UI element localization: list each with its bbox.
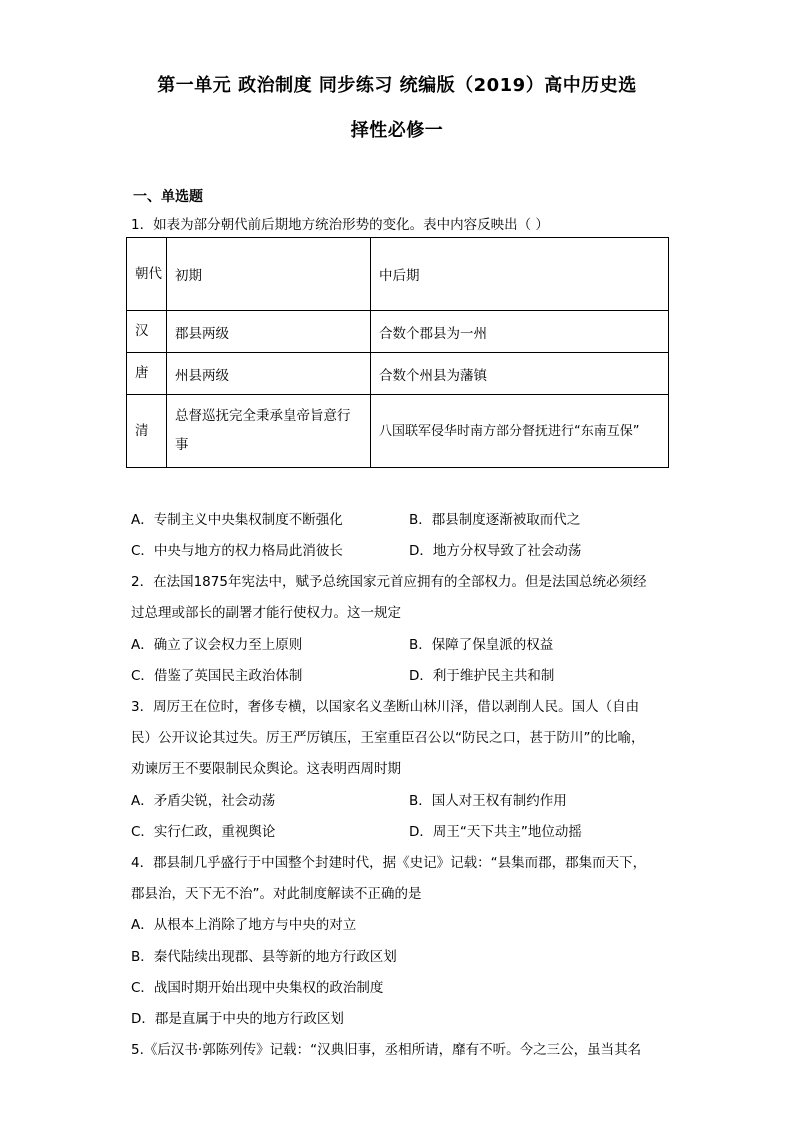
document-title-line1: 第一单元 政治制度 同步练习 统编版（2019）高中历史选 <box>157 75 637 96</box>
document-title-line2: 择性必修一 <box>350 120 444 141</box>
question-3-line1: 3．周厉王在位时，奢侈专横，以国家名义垄断山林川泽，借以剥削人民。国人（自由 <box>131 699 640 715</box>
q1-option-a[interactable]: A．专制主义中央集权制度不断强化 <box>131 512 343 528</box>
table-cell: 唐 <box>127 353 167 395</box>
question-1-stem: 1．如表为部分朝代前后期地方统治形势的变化。表中内容反映出（ ） <box>131 217 549 233</box>
table-cell: 总督巡抚完全秉承皇帝旨意行事 <box>167 395 371 468</box>
question-5-line1: 5.《后汉书·郭陈列传》记载：“汉典旧事，丞相所请，靡有不听。今之三公，虽当其名 <box>131 1042 642 1058</box>
table-header-cell: 初期 <box>167 238 371 311</box>
q4-option-b[interactable]: B．秦代陆续出现郡、县等新的地方行政区划 <box>131 949 397 965</box>
question-1-table <box>126 237 669 468</box>
table-cell: 郡县两级 <box>167 311 371 353</box>
q4-option-c[interactable]: C．战国时期开始出现中央集权的政治制度 <box>131 980 384 996</box>
question-3-line3: 劝谏厉王不要限制民众舆论。这表明西周时期 <box>131 761 401 777</box>
table-cell: 州县两级 <box>167 353 371 395</box>
q2-option-a[interactable]: A．确立了议会权力至上原则 <box>131 637 303 653</box>
q2-option-b[interactable]: B．保障了保皇派的权益 <box>409 637 554 653</box>
q4-option-d[interactable]: D．郡是直属于中央的地方行政区划 <box>131 1011 344 1027</box>
section-heading: 一、单选题 <box>133 189 203 205</box>
table-header-row <box>127 238 669 311</box>
table-cell: 合数个郡县为一州 <box>371 311 669 353</box>
q3-option-c[interactable]: C．实行仁政，重视舆论 <box>131 824 276 840</box>
q2-option-c[interactable]: C．借鉴了英国民主政治体制 <box>131 668 303 684</box>
q1-option-d[interactable]: D．地方分权导致了社会动荡 <box>409 543 582 559</box>
q2-option-d[interactable]: D．利于维护民主共和制 <box>409 668 555 684</box>
q3-option-b[interactable]: B．国人对王权有制约作用 <box>409 793 567 809</box>
question-4-line1: 4．郡县制几乎盛行于中国整个封建时代，据《史记》记载：“县集而郡，郡集而天下， <box>131 855 647 871</box>
q3-option-a[interactable]: A．矛盾尖锐，社会动荡 <box>131 793 276 809</box>
table-row <box>127 353 669 395</box>
table-header-cell: 中后期 <box>371 238 669 311</box>
table-row <box>127 395 669 468</box>
table-header-cell: 朝代 <box>127 238 167 311</box>
question-2-line1: 2．在法国1875年宪法中，赋予总统国家元首应拥有的全部权力。但是法国总统必须经 <box>131 574 647 590</box>
q1-option-b[interactable]: B．郡县制度逐渐被取而代之 <box>409 512 581 528</box>
table-cell: 汉 <box>127 311 167 353</box>
table-cell: 清 <box>127 395 167 468</box>
table-cell: 八国联军侵华时南方部分督抚进行“东南互保” <box>371 395 669 468</box>
q4-option-a[interactable]: A．从根本上消除了地方与中央的对立 <box>131 917 357 933</box>
question-2-line2: 过总理或部长的副署才能行使权力。这一规定 <box>131 605 401 621</box>
table-row <box>127 311 669 353</box>
question-4-line2: 郡县治，天下无不治”。对此制度解读不正确的是 <box>131 886 422 902</box>
question-3-line2: 民）公开议论其过失。厉王严厉镇压，王室重臣召公以“防民之口，甚于防川”的比喻， <box>131 730 645 746</box>
q1-option-c[interactable]: C．中央与地方的权力格局此消彼长 <box>131 543 343 559</box>
q3-option-d[interactable]: D．周王“天下共主”地位动摇 <box>409 824 582 840</box>
table-cell: 合数个州县为藩镇 <box>371 353 669 395</box>
